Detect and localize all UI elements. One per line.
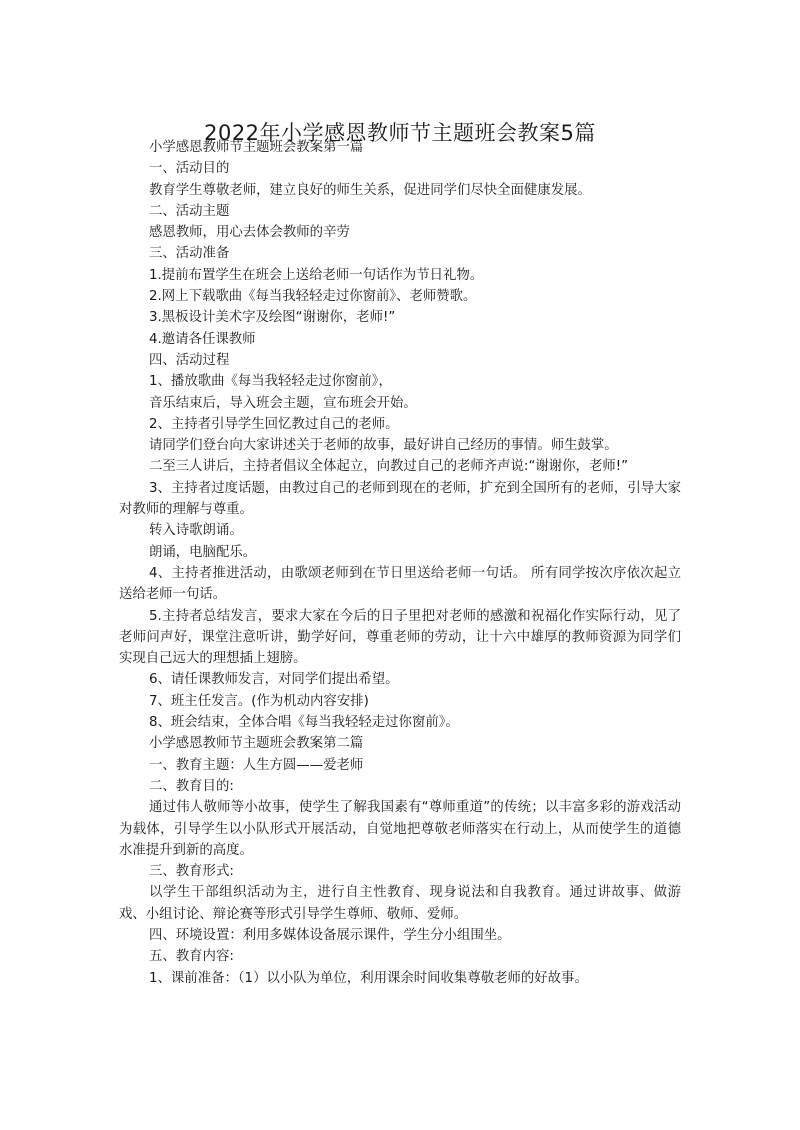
paragraph: 7、班主任发言。(作为机动内容安排) [149,693,369,709]
paragraph: 四、环境设置：利用多媒体设备展示课件，学生分小组围坐。 [149,927,511,943]
paragraph: 三、教育形式: [149,864,234,880]
paragraph: 教育学生尊敬老师，建立良好的师生关系，促进同学们尽快全面健康发展。 [149,182,591,198]
paragraph: 五、教育内容: [149,949,234,965]
document-body [119,137,681,989]
paragraph: 请同学们登台向大家讲述关于老师的故事，最好讲自己经历的事情。师生鼓掌。 [149,438,618,454]
paragraph: 二、教育目的: [149,778,234,794]
paragraph: 二至三人讲后，主持者倡议全体起立，向教过自己的老师齐声说:“谢谢你，老师!” [149,459,629,475]
paragraph: 1、课前准备：（1）以小队为单位，利用课余时间收集尊敬老师的好故事。 [149,970,588,986]
paragraph: 4、主持者推进活动，由歌颂老师到在节日里送给老师一句话。 所有同学按次序依次起立送给老师一句话。 [119,565,681,603]
paragraph: 转入诗歌朗诵。 [149,523,243,539]
paragraph: 1.提前布置学生在班会上送给老师一句话作为节日礼物。 [149,267,484,283]
paragraph: 2.网上下载歌曲《每当我轻轻走过你窗前》、老师赞歌。 [149,289,477,305]
paragraph: 四、活动过程 [149,352,230,368]
document-title: 2022年小学感恩教师节主题班会教案5篇 [204,121,596,146]
paragraph: 小学感恩教师节主题班会教案第二篇 [149,736,364,752]
paragraph: 一、教育主题：人生方圆——爱老师 [149,757,364,773]
paragraph: 以学生干部组织活动为主，进行自主性教育、现身说法和自我教育。通过讲故事、做游戏、小组讨论、辩论赛等形式引导学生尊师、敬师、爱师。 [119,885,681,922]
paragraph: 3.黑板设计美术字及绘图“谢谢你，老师!” [149,310,396,326]
paragraph: 1、播放歌曲《每当我轻轻走过你窗前》， [149,374,392,390]
paragraph: 感恩教师，用心去体会教师的辛劳 [149,225,350,241]
paragraph: 音乐结束后，导入班会主题，宣布班会开始。 [149,395,417,411]
paragraph: 2、主持者引导学生回忆教过自己的老师。 [149,416,399,432]
paragraph: 二、活动主题 [149,203,230,219]
paragraph: 8、班会结束，全体合唱《每当我轻轻走过你窗前》。 [149,715,459,731]
paragraph: 5.主持者总结发言，要求大家在今后的日子里把对老师的感激和祝福化作实际行动，见了老师问声好，课堂注意听讲，勤学好问，尊重老师的劳动，让十六中雄厚的教师资源为同学们实现自己远大的理想插上翅膀。 [119,608,681,667]
paragraph: 6、请任课教师发言，对同学们提出希望。 [149,672,399,688]
paragraph: 一、活动目的 [149,161,230,177]
paragraph: 3、主持者过度话题，由教过自己的老师到现在的老师，扩充到全国所有的老师，引导大家对教师的理解与尊重。 [119,480,681,518]
paragraph: 小学感恩教师节主题班会教案第一篇 [149,140,364,155]
paragraph: 三、活动准备 [149,246,230,262]
paragraph: 朗诵，电脑配乐。 [149,544,257,560]
paragraph: 4.邀请各任课教师 [149,331,256,347]
paragraph: 通过伟人敬师等小故事，使学生了解我国素有“尊师重道”的传统；以丰富多彩的游戏活动为载体，引导学生以小队形式开展活动，自觉地把尊敬老师落实在行动上，从而使学生的道德水准提升到新的高度。 [119,800,681,858]
